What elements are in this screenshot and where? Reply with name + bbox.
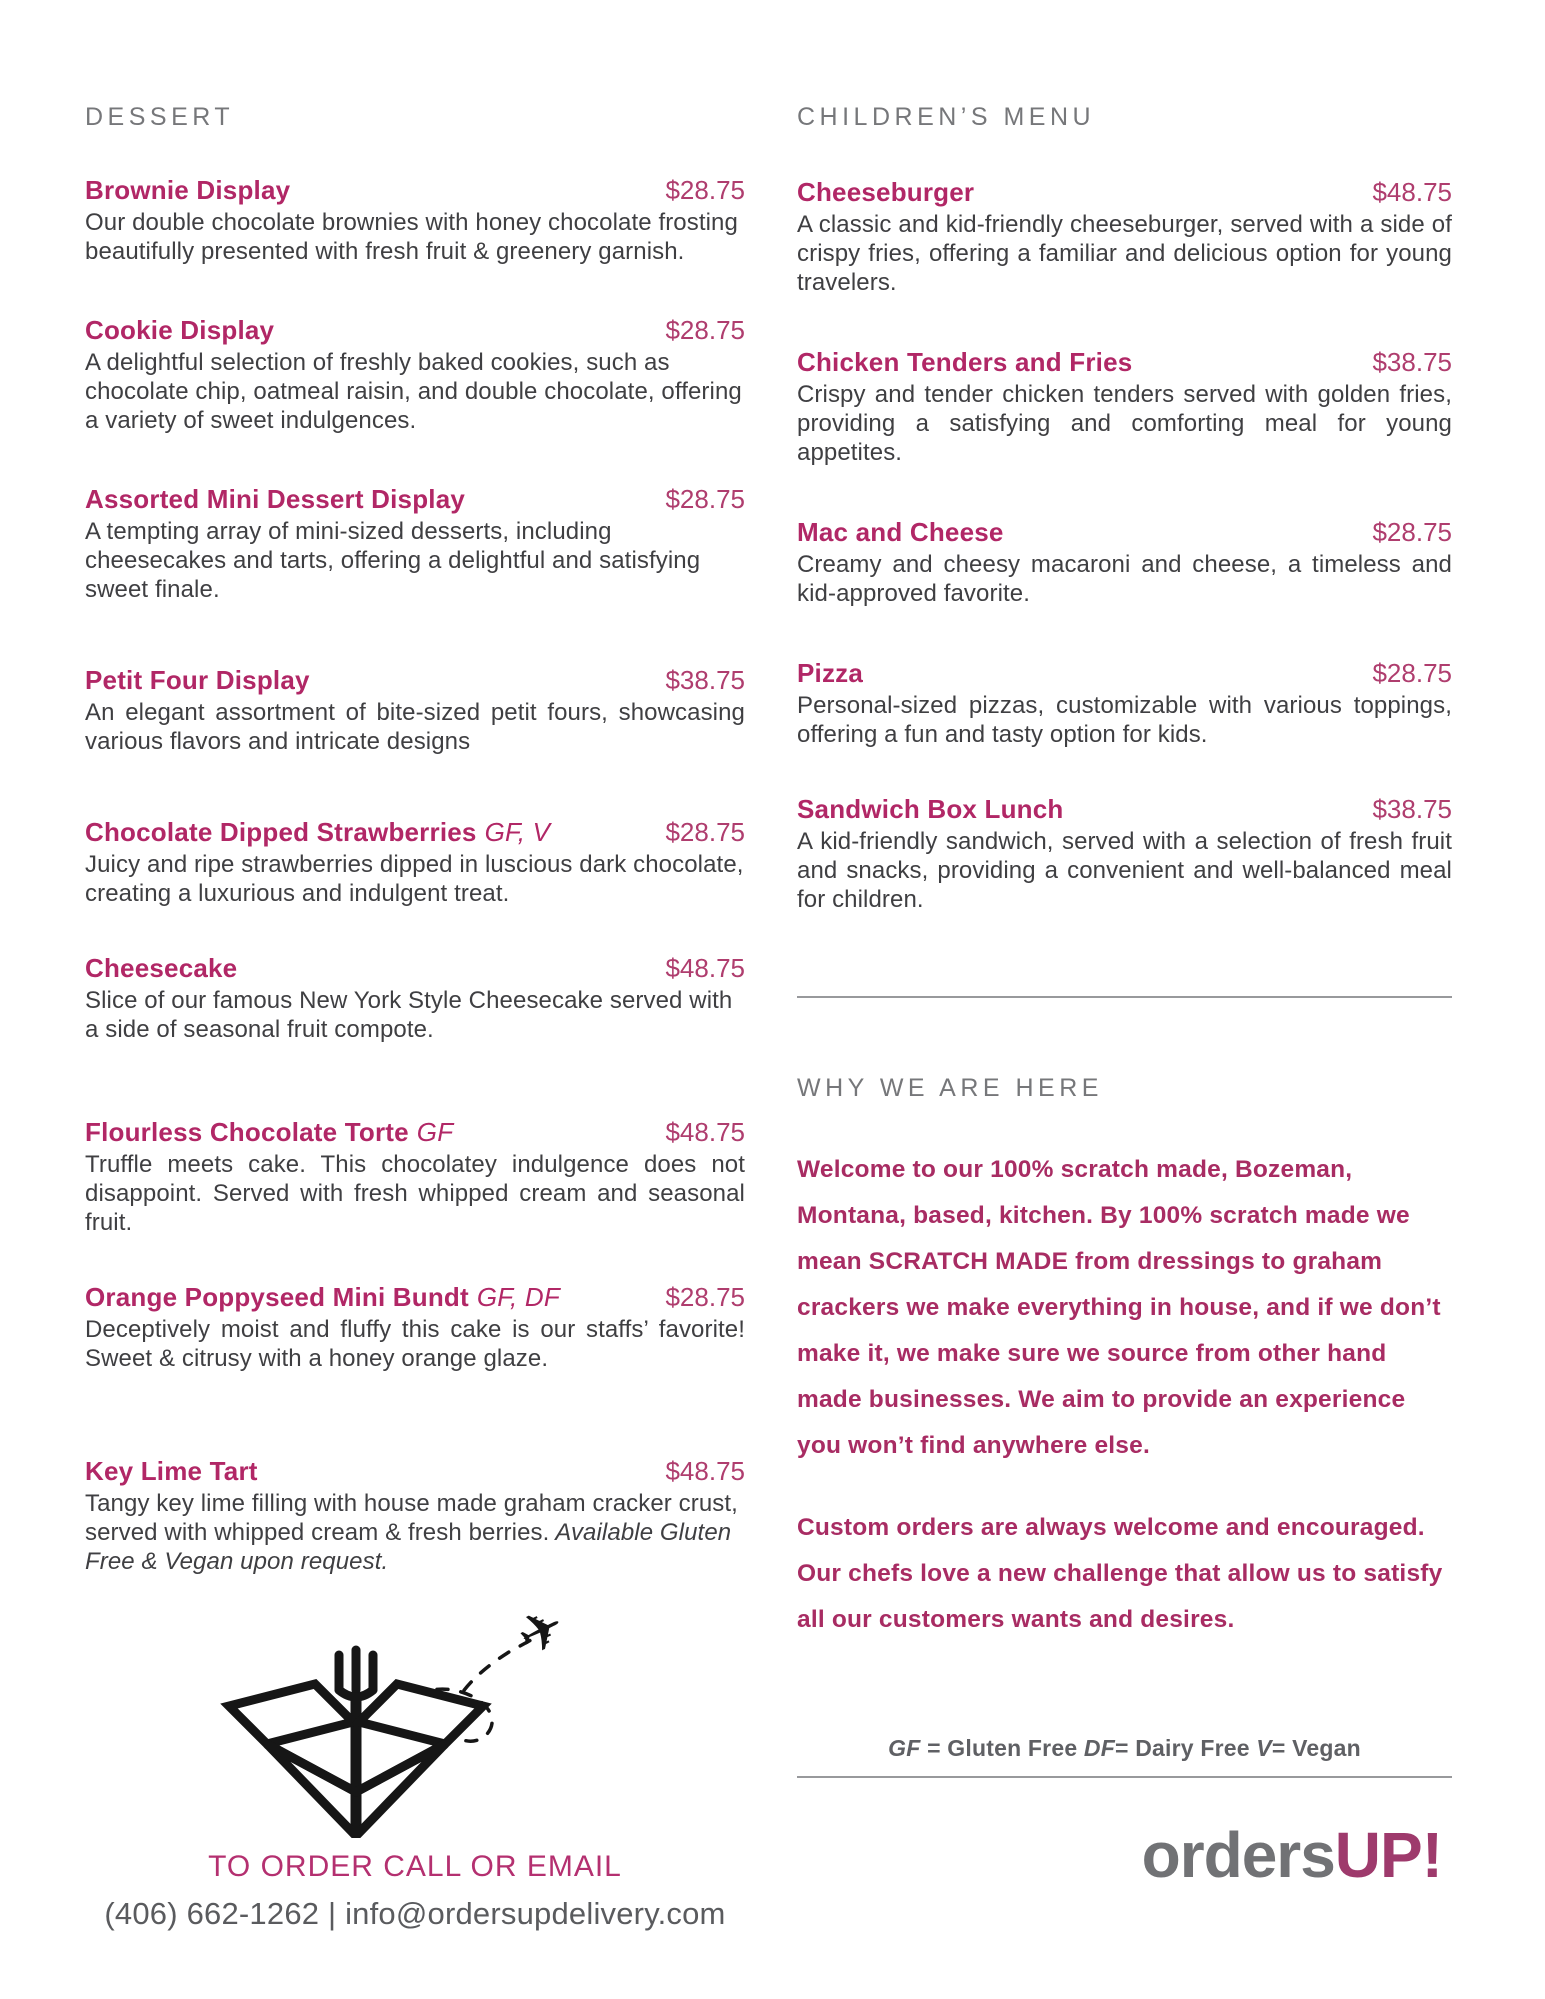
item-price: $48.75 [665,1117,745,1147]
item-description: Slice of our famous New York Style Cheesecake served with a side of seasonal fruit compote. [85,987,733,1043]
item-price: $28.75 [1372,517,1452,547]
item-description: Tangy key lime filling with house made graham cracker crust, served with whipped cream & fresh berries. Available Gluten Free & Vegan upon request. [85,1490,738,1575]
item-description: A kid-friendly sandwich, served with a selection of fresh fruit and snacks, providing a convenient and well-balanced meal for children. [797,828,1452,913]
item-name: Assorted Mini Dessert Display [85,484,466,514]
dessert-item-list [85,174,745,1576]
menu-item [85,1116,745,1237]
item-price: $38.75 [1372,347,1452,377]
item-description: A classic and kid-friendly cheeseburger, served with a side of crispy fries, offering a familiar and delicious option for young travelers. [797,211,1452,296]
why-section-title: WHY WE ARE HERE [797,1074,1103,1102]
why-paragraph: Welcome to our 100% scratch made, Bozeman, Montana, based, kitchen. By 100% scratch made we mean SCRATCH MADE from dressings to graham crackers we make everything in house, and if we don’t make it, we make sure we source from other hand made businesses. We aim to provide an experience you won’t find anywhere else. [797,1156,1441,1459]
section-divider [797,996,1452,998]
item-name: Chocolate Dipped Strawberries GF, V [85,817,551,847]
item-description: Creamy and cheesy macaroni and cheese, a timeless and kid-approved favorite. [797,551,1452,607]
dessert-column [85,0,745,1932]
item-name: Flourless Chocolate Torte GF [85,1117,454,1147]
item-description: Crispy and tender chicken tenders served with golden fries, providing a satisfying and comforting meal for young appetites. [797,381,1452,466]
menu-item [85,314,745,435]
childrens-section-title: CHILDREN’S MENU [797,103,1096,131]
dietary-tags: GF [416,1117,454,1147]
menu-item-header [797,346,1452,378]
delivery-artwork [205,1600,585,1838]
menu-item [85,483,745,604]
footer-divider [797,1776,1452,1778]
item-price: $28.75 [665,484,745,514]
brand-logo-up: UP! [1334,1819,1442,1891]
why-paragraph: Custom orders are always welcome and encouraged. Our chefs love a new challenge that allow us to satisfy all our customers wants and desires. [797,1514,1443,1633]
item-description: A delightful selection of freshly baked cookies, such as chocolate chip, oatmeal raisin, and double chocolate, offering a variety of sweet indulgences. [85,349,742,434]
item-name: Chicken Tenders and Fries [797,347,1133,377]
item-name: Sandwich Box Lunch [797,794,1064,824]
menu-item [797,516,1452,608]
menu-item [85,664,745,756]
menu-item [85,952,745,1044]
menu-item [797,657,1452,749]
item-price: $28.75 [665,175,745,205]
menu-item [797,793,1452,914]
menu-item-header [85,952,745,984]
item-price: $28.75 [1372,658,1452,688]
item-name: Key Lime Tart [85,1456,258,1486]
childrens-item-list [797,176,1452,914]
diet-legend: GF = Gluten Free DF= Dairy Free V= Vegan [888,1735,1361,1761]
menu-item-header [85,1116,745,1148]
item-price: $28.75 [665,315,745,345]
menu-item [85,816,745,908]
menu-item-header [85,174,745,206]
menu-item [85,174,745,266]
svg-text:✈: ✈ [507,1600,576,1670]
childrens-menu-column [797,0,1452,1890]
menu-item [85,1281,745,1373]
item-name: Cheeseburger [797,177,975,207]
dessert-section-title: DESSERT [85,103,235,131]
dietary-tags: GF, V [484,817,551,847]
menu-item-header [797,657,1452,689]
menu-item [797,346,1452,467]
item-name: Brownie Display [85,175,291,205]
item-description: An elegant assortment of bite-sized petit fours, showcasing various flavors and intricate designs [85,699,745,755]
item-description: A tempting array of mini-sized desserts, including cheesecakes and tarts, offering a delightful and satisfying sweet finale. [85,518,701,603]
dietary-tags: GF, DF [476,1282,560,1312]
item-price: $38.75 [665,665,745,695]
item-description: Juicy and ripe strawberries dipped in luscious dark chocolate, creating a luxurious and indulgent treat. [85,851,744,907]
item-price: $48.75 [665,953,745,983]
item-description: Truffle meets cake. This chocolatey indulgence does not disappoint. Served with fresh whipped cream and seasonal fruit. [85,1151,745,1236]
menu-item-header [797,793,1452,825]
menu-item-header [85,1455,745,1487]
item-price: $48.75 [665,1456,745,1486]
menu-item-header [797,516,1452,548]
menu-item-header [85,816,745,848]
item-name: Cheesecake [85,953,238,983]
order-cta: TO ORDER CALL OR EMAIL [208,1850,622,1883]
item-price: $28.75 [665,1282,745,1312]
box-fork-plane-illustration [205,1600,585,1838]
brand-logo [797,1820,1452,1890]
item-name: Cookie Display [85,315,275,345]
brand-logo-orders: orders [1141,1819,1335,1891]
menu-item-header [85,483,745,515]
fork-icon [339,1650,373,1832]
item-name: Petit Four Display [85,665,310,695]
item-description: Deceptively moist and fluffy this cake is our staffs’ favorite! Sweet & citrusy with a honey orange glaze. [85,1316,745,1372]
item-price: $28.75 [665,817,745,847]
menu-item-header [85,314,745,346]
item-description: Personal-sized pizzas, customizable with various toppings, offering a fun and tasty option for kids. [797,692,1452,748]
menu-item-header [85,1281,745,1313]
menu-item-header [797,176,1452,208]
contact-info: (406) 662-1262 | info@ordersupdelivery.com [104,1896,726,1931]
item-price: $38.75 [1372,794,1452,824]
item-name: Orange Poppyseed Mini Bundt GF, DF [85,1282,560,1312]
airplane-icon [507,1600,575,1670]
menu-item [85,1455,745,1576]
item-price: $48.75 [1372,177,1452,207]
item-description: Our double chocolate brownies with honey chocolate frosting beautifully presented with fresh fruit & greenery garnish. [85,209,738,265]
menu-item [797,176,1452,297]
item-name: Mac and Cheese [797,517,1004,547]
item-name: Pizza [797,658,864,688]
menu-item-header [85,664,745,696]
